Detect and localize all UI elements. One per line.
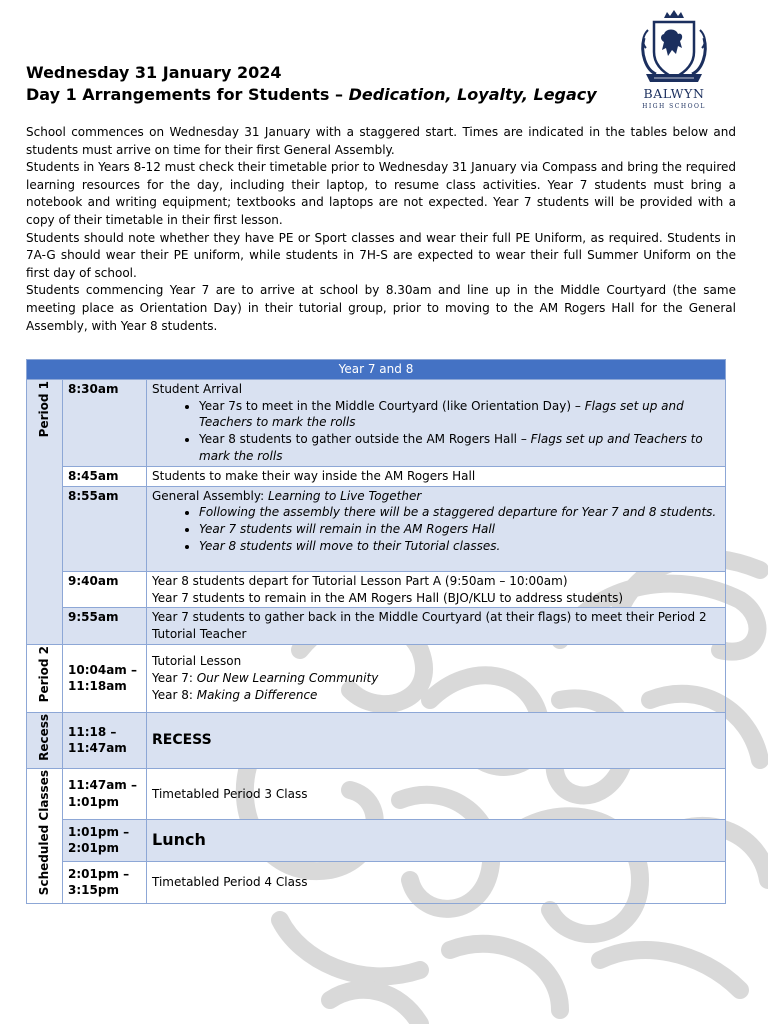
intro-paragraph: Students should note whether they have PE or Sport classes and wear their full PE Uniform, as required. Students in 7A-G should wear their PE uniform, while students in 7H-S are expected to wear their full Summer Uniform on the first day of school. <box>26 230 736 280</box>
time-cell: 8:30am <box>63 379 147 466</box>
table-row <box>27 644 726 712</box>
activity-title <box>152 488 720 505</box>
activity-cell: Timetabled Period 3 Class <box>147 768 726 819</box>
crest-icon <box>636 8 712 86</box>
intro-paragraph: School commences on Wednesday 31 January with a staggered start. Times are indicated in the tables below and students must arrive on time for their first General Assembly. <box>26 125 736 157</box>
title-text: General Assembly: <box>152 488 268 503</box>
bullet-note: Flags set up and Teachers to mark the rolls <box>199 432 703 463</box>
group-label: Scheduled Classes <box>37 769 52 896</box>
table-header-row <box>27 360 726 380</box>
heading-title <box>26 84 597 106</box>
time-cell: 10:04am – 11:18am <box>63 644 147 712</box>
page-heading <box>26 62 597 106</box>
activity-cell: Year 7 students to gather back in the Middle Courtyard (at their flags) to meet their Period 2 Tutorial Teacher <box>147 608 726 645</box>
table-row <box>27 379 726 466</box>
time-cell: 11:18 – 11:47am <box>63 712 147 768</box>
bullet-text: Year 8 students will move to their Tutorial classes. <box>199 538 501 553</box>
activity-line: Year 7 students to remain in the AM Rogers Hall (BJO/KLU to address students) <box>152 590 624 605</box>
bullet-text: Year 7s to meet in the Middle Courtyard (like Orientation Day) – <box>199 398 585 413</box>
schedule-table <box>26 359 726 904</box>
year-label: Year 7: <box>152 671 197 686</box>
table-row <box>27 486 726 571</box>
activity-line: Tutorial Lesson <box>152 654 242 669</box>
time-cell: 11:47am – 1:01pm <box>63 768 147 819</box>
group-period-1 <box>27 379 63 644</box>
activity-cell <box>147 379 726 466</box>
heading-date: Wednesday 31 January 2024 <box>26 63 282 82</box>
intro-paragraph: Students commencing Year 7 are to arrive at school by 8.30am and line up in the Middle Courtyard (the same meeting place as Orientation Day) in their tutorial group, prior to moving to the AM Rogers Hall for the General Assembly, with Year 8 students. <box>26 283 736 333</box>
table-row <box>27 712 726 768</box>
lesson-theme: Making a Difference <box>196 687 318 702</box>
activity-cell <box>147 644 726 712</box>
activity-cell: RECESS <box>147 712 726 768</box>
list-item <box>199 504 720 521</box>
bullet-text: Following the assembly there will be a staggered departure for Year 7 and 8 students. <box>199 505 717 520</box>
table-row <box>27 819 726 861</box>
activity-cell: Timetabled Period 4 Class <box>147 861 726 903</box>
list-item <box>199 521 720 538</box>
bullet-text: Year 8 students to gather outside the AM Rogers Hall – <box>199 432 531 447</box>
list-item <box>199 538 720 555</box>
table-row <box>27 571 726 608</box>
bullet-note: Flags set up and Teachers to mark the rolls <box>199 398 684 430</box>
group-label: Period 2 <box>37 645 52 703</box>
group-period-2 <box>27 644 63 712</box>
activity-line <box>152 687 720 704</box>
group-label: Recess <box>37 713 52 761</box>
activity-line <box>152 670 720 687</box>
group-recess <box>27 712 63 768</box>
intro-paragraph: Students in Years 8-12 must check their timetable prior to Wednesday 31 January via Compass and bring the required learning resources for the day, including their laptop, to resume class activities. Year 7 students must bring a notebook and writing equipment; textbooks and laptops are not expected. Year 7 students will be provided with a copy of their timetable in their first lesson. <box>26 160 736 227</box>
school-logo <box>636 8 712 112</box>
lesson-theme: Our New Learning Community <box>196 671 379 686</box>
activity-cell <box>147 571 726 608</box>
table-header: Year 7 and 8 <box>27 360 726 380</box>
list-item <box>199 398 720 432</box>
list-item <box>199 431 720 465</box>
bullet-list <box>152 398 720 465</box>
time-cell: 8:55am <box>63 486 147 571</box>
activity-title: Student Arrival <box>152 381 243 396</box>
activity-cell: Students to make their way inside the AM Rogers Hall <box>147 466 726 486</box>
table-row <box>27 466 726 486</box>
logo-school-subtitle: HIGH SCHOOL <box>642 103 706 110</box>
logo-school-name: BALWYN <box>643 86 705 101</box>
table-row <box>27 861 726 903</box>
table-row <box>27 768 726 819</box>
time-cell: 9:40am <box>63 571 147 608</box>
heading-motto: Dedication, Loyalty, Legacy <box>348 85 597 104</box>
title-italic: Learning to Live Together <box>267 488 422 503</box>
group-scheduled-classes <box>27 768 63 903</box>
time-cell: 1:01pm – 2:01pm <box>63 819 147 861</box>
table-row <box>27 608 726 645</box>
activity-cell <box>147 486 726 571</box>
year-label: Year 8: <box>152 687 197 702</box>
activity-line: Year 8 students depart for Tutorial Lesson Part A (9:50am – 10:00am) <box>152 573 568 588</box>
intro-text <box>26 124 736 335</box>
activity-cell: Lunch <box>147 819 726 861</box>
time-cell: 8:45am <box>63 466 147 486</box>
time-cell: 9:55am <box>63 608 147 645</box>
group-label: Period 1 <box>37 380 52 438</box>
bullet-text: Year 7 students will remain in the AM Rogers Hall <box>199 522 495 537</box>
bullet-list <box>152 504 720 554</box>
heading-title-text: Day 1 Arrangements for Students – <box>26 85 349 104</box>
time-cell: 2:01pm – 3:15pm <box>63 861 147 903</box>
